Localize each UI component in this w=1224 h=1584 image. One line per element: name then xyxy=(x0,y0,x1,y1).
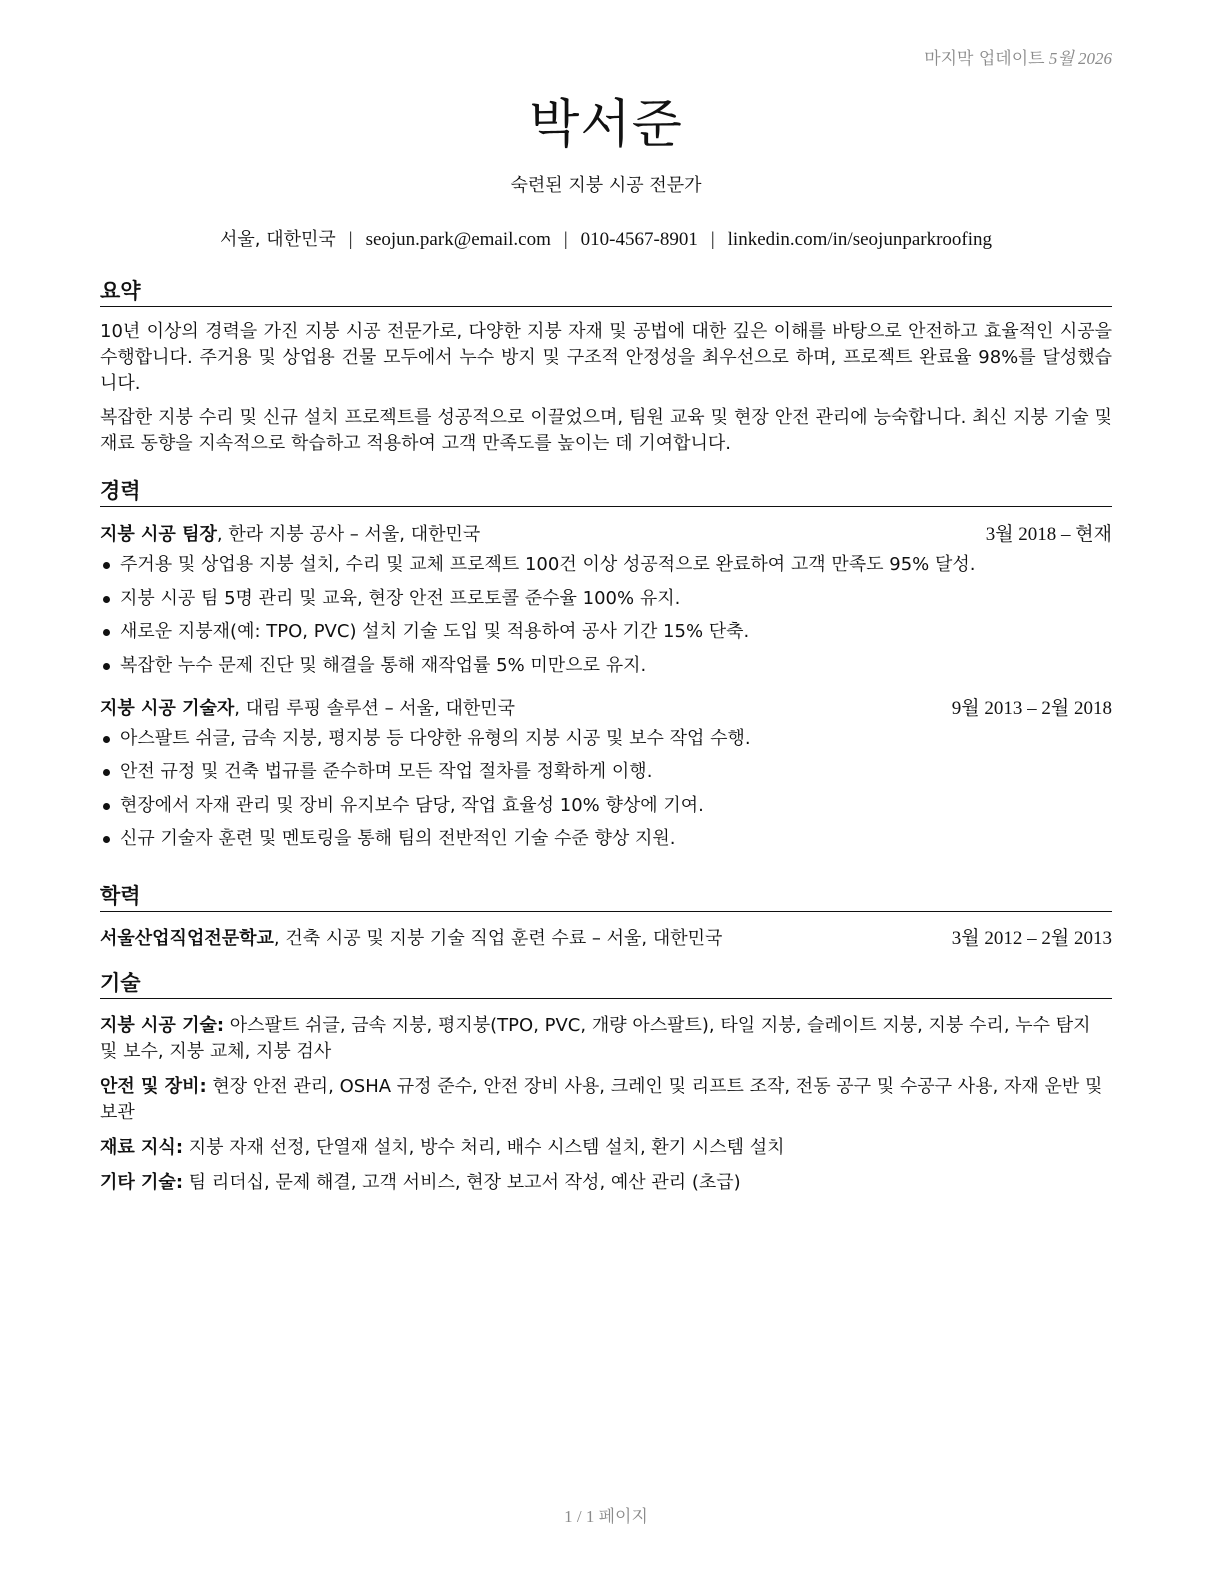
summary-paragraph: 10년 이상의 경력을 가진 지붕 시공 전문가로, 다양한 지붕 자재 및 공법에 대한 깊은 이해를 바탕으로 안전하고 효율적인 시공을 수행합니다. 주거용 및 상업용 건물 모두에서 누수 방지 및 구조적 안정성을 최우선으로 하며, 프로젝트 완료율 98%를 달성했습니다. xyxy=(100,321,1112,394)
contact-separator: | xyxy=(710,229,715,250)
skill-text: 팀 리더십, 문제 해결, 고객 서비스, 현장 보고서 작성, 예산 관리 (초급) xyxy=(183,1172,741,1193)
skill-item xyxy=(100,1013,1112,1065)
resume-page xyxy=(100,0,1112,1584)
job-title-line xyxy=(100,696,515,722)
skill-text: 현장 안전 관리, OSHA 규정 준수, 안전 장비 사용, 크레인 및 리프트 조작, 전동 공구 및 수공구 사용, 자재 운반 및 보관 xyxy=(100,1076,1103,1123)
summary-heading: 요약 xyxy=(100,278,1112,307)
skill-label: 기타 기술: xyxy=(100,1172,184,1193)
job-bullet: 현장에서 자재 관리 및 장비 유지보수 담당, 작업 효율성 10% 향상에 기여. xyxy=(100,793,1112,819)
experience-section xyxy=(100,478,1112,860)
last-updated-label: 마지막 업데이트 xyxy=(924,49,1045,69)
skill-label: 재료 지식: xyxy=(100,1137,184,1158)
education-section xyxy=(100,883,1112,952)
contact-email[interactable]: seojun.park@email.com xyxy=(365,229,551,250)
job-bullet: 주거용 및 상업용 지붕 설치, 수리 및 교체 프로젝트 100건 이상 성공적으로 완료하여 고객 만족도 95% 달성. xyxy=(100,552,1112,578)
skill-item xyxy=(100,1135,1112,1161)
skills-section xyxy=(100,970,1112,1205)
contact-phone: 010-4567-8901 xyxy=(580,229,698,250)
job-bullet: 새로운 지붕재(예: TPO, PVC) 설치 기술 도입 및 적용하여 공사 기간 15% 단축. xyxy=(100,619,1112,645)
skill-label: 지붕 시공 기술: xyxy=(100,1015,225,1036)
job-bullet: 아스팔트 쉬글, 금속 지붕, 평지붕 등 다양한 유형의 지붕 시공 및 보수 작업 수행. xyxy=(100,726,1112,752)
skills-list xyxy=(100,1013,1112,1196)
education-heading: 학력 xyxy=(100,883,1112,912)
job-bullets xyxy=(100,726,1112,853)
job-bullets xyxy=(100,552,1112,679)
job-header xyxy=(100,522,1112,548)
skill-item xyxy=(100,1074,1112,1126)
job-dates: 9월 2013 – 2월 2018 xyxy=(951,697,1112,719)
job-role: 지붕 시공 팀장 xyxy=(100,524,217,545)
job-role: 지붕 시공 기술자 xyxy=(100,697,235,719)
page-indicator: 1 / 1 페이지 xyxy=(564,1507,648,1526)
last-updated-year: 2026 xyxy=(1078,49,1112,68)
education-detail: , 건축 시공 및 지붕 기술 직업 훈련 수료 – 서울, 대한민국 xyxy=(273,928,723,949)
experience-heading: 경력 xyxy=(100,478,1112,507)
job-header xyxy=(100,696,1112,722)
education-title-line xyxy=(100,926,722,952)
job-title-line xyxy=(100,522,480,548)
contact-line xyxy=(100,225,1112,251)
summary-paragraph: 복잡한 지붕 수리 및 신규 설치 프로젝트를 성공적으로 이끌었으며, 팀원 교육 및 현장 안전 관리에 능숙합니다. 최신 지붕 기술 및 재료 동향을 지속적으로 학습하고 적용하여 고객 만족도를 높이는 데 기여합니다. xyxy=(100,407,1112,454)
contact-separator: | xyxy=(563,229,568,250)
contact-separator: | xyxy=(348,229,353,250)
last-updated-month: 5월 xyxy=(1048,49,1074,68)
skill-item xyxy=(100,1170,1112,1196)
education-entry xyxy=(100,926,1112,952)
job-bullet: 지붕 시공 팀 5명 관리 및 교육, 현장 안전 프로토콜 준수율 100% 유지. xyxy=(100,586,1112,612)
job-organization: , 대림 루핑 솔루션 – 서울, 대한민국 xyxy=(234,697,516,719)
job-bullet: 신규 기술자 훈련 및 멘토링을 통해 팀의 전반적인 기술 수준 향상 지원. xyxy=(100,826,1112,852)
skill-text: 지붕 자재 선정, 단열재 설치, 방수 처리, 배수 시스템 설치, 환기 시스템 설치 xyxy=(183,1137,785,1158)
job-entry xyxy=(100,696,1112,853)
job-dates: 3월 2018 – 현재 xyxy=(985,524,1112,545)
contact-linkedin[interactable]: linkedin.com/in/seojunparkroofing xyxy=(727,229,993,250)
job-bullet: 복잡한 누수 문제 진단 및 해결을 통해 재작업률 5% 미만으로 유지. xyxy=(100,653,1112,679)
job-bullet: 안전 규정 및 건축 법규를 준수하며 모든 작업 절차를 정확하게 이행. xyxy=(100,759,1112,785)
skill-text: 아스팔트 쉬글, 금속 지붕, 평지붕(TPO, PVC, 개량 아스팔트), 타일 지붕, 슬레이트 지붕, 지붕 수리, 누수 탐지 및 보수, 지붕 교체, 지붕 검사 xyxy=(100,1015,1091,1062)
job-organization: , 한라 지붕 공사 – 서울, 대한민국 xyxy=(216,524,481,545)
summary-section xyxy=(100,278,1112,457)
education-dates: 3월 2012 – 2월 2013 xyxy=(951,928,1112,949)
contact-location: 서울, 대한민국 xyxy=(219,229,336,250)
candidate-name: 박서준 xyxy=(529,95,683,155)
skill-label: 안전 및 장비: xyxy=(100,1076,207,1097)
education-school: 서울산업직업전문학교 xyxy=(100,928,274,949)
skills-heading: 기술 xyxy=(100,970,1112,999)
job-entry xyxy=(100,522,1112,679)
candidate-title: 숙련된 지붕 시공 전문가 xyxy=(510,175,702,196)
last-updated xyxy=(924,44,1112,69)
